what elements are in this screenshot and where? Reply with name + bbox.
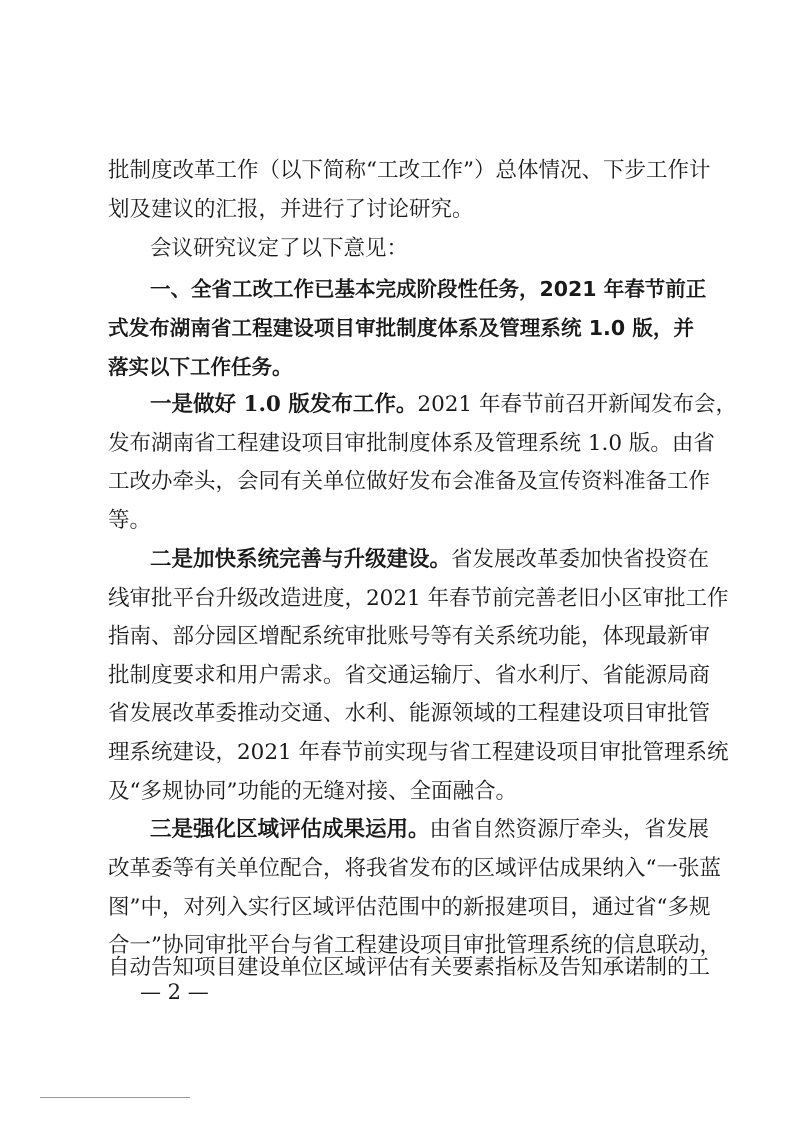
paragraph-line: 等。 [108,508,152,533]
scan-edge-line [40,1097,190,1098]
paragraph-line: 批制度改革工作（以下简称“工改工作”）总体情况、下步工作计 [108,158,711,183]
item-text: 2021 年春节前召开新闻发布会， [417,392,737,417]
paragraph-line [150,813,710,849]
paragraph-line: 省发展改革委推动交通、水利、能源领域的工程建设项目审批管 [108,701,711,726]
paragraph-line: 批制度要求和用户需求。省交通运输厅、省水利厅、省能源局商 [108,663,711,688]
paragraph-line [150,543,710,579]
page-number: — 2 — [140,980,209,1004]
paragraph-line: 理系统建设，2021 年春节前实现与省工程建设项目审批管理系统 [108,740,729,765]
paragraph-line: 及“多规协同”功能的无缝对接、全面融合。 [108,779,517,804]
paragraph-line [150,388,737,424]
section-heading-line: 式发布湖南省工程建设项目审批制度体系及管理系统 1.0 版，并 [108,316,694,340]
paragraph-line: 自动告知项目建设单位区域评估有关要素指标及告知承诺制的工 [108,955,711,980]
paragraph-line: 划及建议的汇报，并进行了讨论研究。 [108,197,474,222]
paragraph-line: 合一”协同审批平台与省工程建设项目审批管理系统的信息联动， [108,933,721,958]
item-text: 省发展改革委加快省投资在 [451,547,710,572]
paragraph-line: 会议研究议定了以下意见： [150,236,409,261]
paragraph-line: 工改办牵头，会同有关单位做好发布会准备及宣传资料准备工作 [108,469,711,494]
paragraph-line: 线审批平台升级改造进度，2021 年春节前完善老旧小区审批工作 [108,586,729,611]
paragraph-line: 指南、部分园区增配系统审批账号等有关系统功能，体现最新审 [108,624,711,649]
paragraph-line: 发布湖南省工程建设项目审批制度体系及管理系统 1.0 版。由省 [108,431,715,456]
item-text: 由省自然资源厅牵头，省发展 [429,817,710,842]
item-title: 一是做好 1.0 版发布工作。 [150,392,418,417]
item-title: 三是强化区域评估成果运用。 [150,817,430,842]
paragraph-line: 图”中，对列入实行区域评估范围中的新报建项目，通过省“多规 [108,895,711,920]
section-heading-line: 落实以下工作任务。 [108,355,293,379]
section-heading-line: 一、全省工改工作已基本完成阶段性任务，2021 年春节前正 [150,277,707,301]
paragraph-line: 改革委等有关单位配合，将我省发布的区域评估成果纳入“一张蓝 [108,856,721,881]
item-title: 二是加快系统完善与升级建设。 [150,547,452,572]
